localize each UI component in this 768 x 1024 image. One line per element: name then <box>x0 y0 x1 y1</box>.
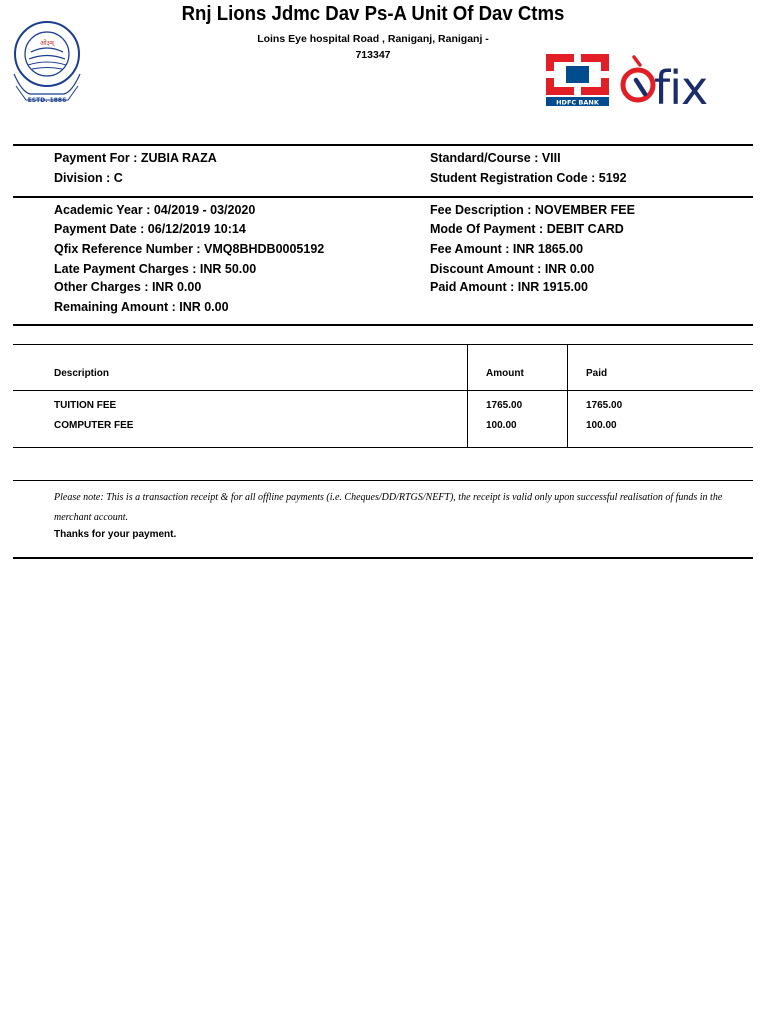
emblem-text: ओ३म् <box>40 39 54 47</box>
table-cell-amount: 100.00 <box>486 420 517 431</box>
remaining-amount-value: INR 0.00 <box>179 300 229 314</box>
table-header-description: Description <box>54 368 110 379</box>
table-cell-description: COMPUTER FEE <box>54 420 134 431</box>
late-charges-field: Late Payment Charges : INR 50.00 <box>54 262 256 276</box>
fee-description-field: Fee Description : NOVEMBER FEE <box>430 203 635 217</box>
division-field: Division : C <box>54 171 123 185</box>
paid-amount-value: INR 1915.00 <box>517 280 588 294</box>
standard-field: Standard/Course : VIII <box>430 151 561 165</box>
paid-amount-field: Paid Amount : INR 1915.00 <box>430 280 588 294</box>
late-charges-value: INR 50.00 <box>199 262 257 276</box>
discount-amount-field: Discount Amount : INR 0.00 <box>430 262 594 276</box>
divider-student <box>13 196 753 198</box>
discount-amount-value: INR 0.00 <box>544 262 595 276</box>
divider-payment <box>13 324 753 326</box>
thanks-message: Thanks for your payment. <box>54 529 177 540</box>
table-bottom-border <box>13 447 753 448</box>
hdfc-bank-text: HDFC BANK <box>556 98 599 107</box>
table-column-divider <box>467 345 468 448</box>
school-name: Rnj Lions Jdmc Dav Ps-A Unit Of Dav Ctms <box>181 3 565 25</box>
payment-for-field: Payment For : ZUBIA RAZA <box>54 151 217 165</box>
division-value: C <box>113 171 123 185</box>
divider-note-top <box>13 480 753 481</box>
payment-date-value: 06/12/2019 10:14 <box>147 222 246 236</box>
qfix-reference-field: Qfix Reference Number : VMQ8BHDB0005192 <box>54 242 324 256</box>
address-line-1: Loins Eye hospital Road , Raniganj, Raniganj - <box>257 33 489 45</box>
academic-year-value: 04/2019 - 03/2020 <box>153 203 256 217</box>
table-cell-amount: 1765.00 <box>486 400 523 411</box>
school-logo-icon <box>12 14 90 113</box>
payment-date-field: Payment Date : 06/12/2019 10:14 <box>54 222 246 236</box>
receipt-note: Please note: This is a transaction receipt & for all offline payments (i.e. Cheques/DD/RTGS/NEFT), the receipt is valid only upon successful realisation of funds in the merchant account. <box>54 492 723 523</box>
table-column-divider <box>567 345 568 448</box>
other-charges-field: Other Charges : INR 0.00 <box>54 280 201 294</box>
other-charges-value: INR 0.00 <box>151 280 202 294</box>
qfix-logo-text: fix <box>654 61 708 107</box>
registration-code-field: Student Registration Code : 5192 <box>430 171 627 185</box>
divider-bottom <box>13 557 753 559</box>
table-cell-description: TUITION FEE <box>54 400 117 411</box>
payment-for-value: ZUBIA RAZA <box>140 151 217 165</box>
table-header-border <box>13 390 753 391</box>
table-cell-paid: 100.00 <box>586 420 617 431</box>
remaining-amount-field: Remaining Amount : INR 0.00 <box>54 300 229 314</box>
school-address <box>248 31 498 63</box>
fee-description-value: NOVEMBER FEE <box>534 203 635 217</box>
qfix-reference-value: VMQ8BHDB0005192 <box>204 242 325 256</box>
address-line-2: 713347 <box>355 49 391 61</box>
table-header-amount: Amount <box>486 368 524 379</box>
registration-code-value: 5192 <box>598 171 627 185</box>
table-cell-paid: 1765.00 <box>586 400 623 411</box>
table-top-border <box>13 344 753 345</box>
divider-top <box>13 144 753 146</box>
estd-text: ESTD. 1886 <box>27 97 67 104</box>
payment-mode-value: DEBIT CARD <box>546 222 624 236</box>
fee-amount-value: INR 1865.00 <box>512 242 584 256</box>
payment-mode-field: Mode Of Payment : DEBIT CARD <box>430 222 624 236</box>
fee-amount-field: Fee Amount : INR 1865.00 <box>430 242 583 256</box>
hdfc-bank-logo <box>545 53 611 112</box>
academic-year-field: Academic Year : 04/2019 - 03/2020 <box>54 203 255 217</box>
qfix-logo <box>620 55 712 112</box>
standard-value: VIII <box>541 151 561 165</box>
table-header-paid: Paid <box>586 368 608 379</box>
